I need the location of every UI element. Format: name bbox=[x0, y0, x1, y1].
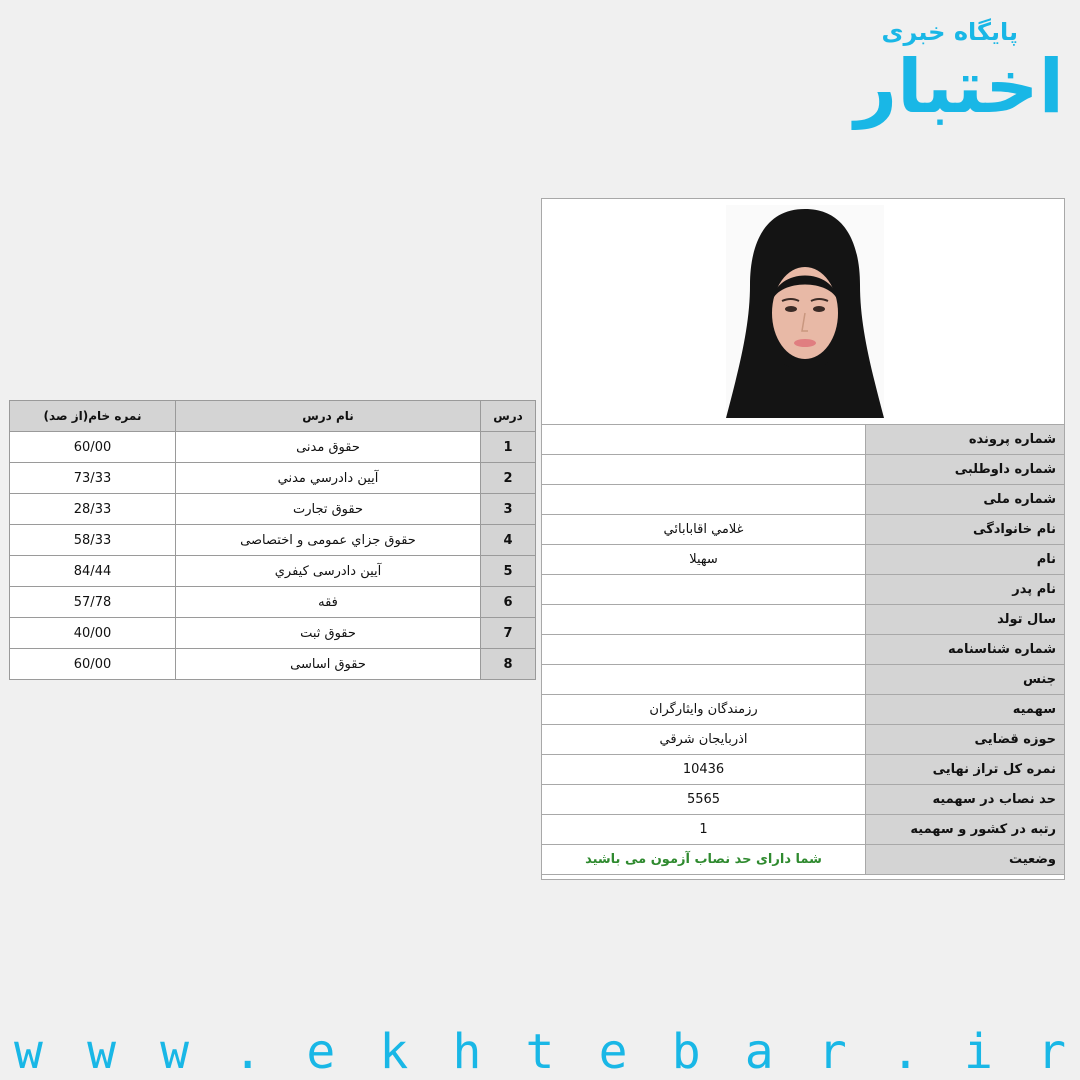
website-url-char: w bbox=[87, 1024, 116, 1080]
website-url-char: w bbox=[160, 1024, 190, 1080]
info-label: نام bbox=[866, 545, 1065, 575]
website-url-char: k bbox=[379, 1024, 409, 1080]
table-row bbox=[10, 556, 536, 587]
website-url-char: e bbox=[598, 1024, 628, 1080]
row-num: 3 bbox=[481, 494, 536, 525]
info-label: نام پدر bbox=[866, 575, 1065, 605]
info-row-last-name bbox=[542, 515, 1064, 545]
info-row-quota-threshold bbox=[542, 785, 1064, 815]
table-row bbox=[10, 494, 536, 525]
info-label: شماره پرونده bbox=[866, 425, 1065, 455]
info-label: شماره ملی bbox=[866, 485, 1065, 515]
info-value bbox=[542, 425, 866, 455]
scores-header-row bbox=[10, 401, 536, 432]
info-row-first-name bbox=[542, 545, 1064, 575]
info-value bbox=[542, 575, 866, 605]
course-name: حقوق مدنی bbox=[176, 432, 481, 463]
info-label: سهمیه bbox=[866, 695, 1065, 725]
website-url-char: r bbox=[1037, 1024, 1066, 1080]
course-name: فقه bbox=[176, 587, 481, 618]
info-value bbox=[542, 635, 866, 665]
info-label: حد نصاب در سهمیه bbox=[866, 785, 1065, 815]
website-url-char: . bbox=[233, 1024, 263, 1080]
course-score: 84/44 bbox=[10, 556, 176, 587]
info-row-total-score bbox=[542, 755, 1064, 785]
info-label: جنس bbox=[866, 665, 1065, 695]
course-name: حقوق اساسی bbox=[176, 649, 481, 680]
course-name: حقوق جزاي عمومی و اختصاصی bbox=[176, 525, 481, 556]
table-row bbox=[10, 649, 536, 680]
website-url-char: h bbox=[452, 1024, 482, 1080]
info-row-file-number bbox=[542, 425, 1064, 455]
table-row bbox=[10, 463, 536, 494]
table-row bbox=[10, 587, 536, 618]
course-score: 40/00 bbox=[10, 618, 176, 649]
info-row-status bbox=[542, 845, 1064, 875]
info-value: رزمندگان وایثارگران bbox=[542, 695, 866, 725]
website-url-char: a bbox=[744, 1024, 774, 1080]
website-url-char: b bbox=[671, 1024, 701, 1080]
scores-table bbox=[9, 400, 536, 680]
table-row bbox=[10, 525, 536, 556]
website-url-char: w bbox=[14, 1024, 43, 1080]
row-num: 2 bbox=[481, 463, 536, 494]
row-num: 7 bbox=[481, 618, 536, 649]
info-value bbox=[542, 455, 866, 485]
website-url-char: r bbox=[817, 1024, 847, 1080]
course-score: 73/33 bbox=[10, 463, 176, 494]
course-name: حقوق تجارت bbox=[176, 494, 481, 525]
header-course-name: نام درس bbox=[176, 401, 481, 432]
info-label: شماره شناسنامه bbox=[866, 635, 1065, 665]
info-row-id-number bbox=[542, 635, 1064, 665]
website-url-char: t bbox=[525, 1024, 555, 1080]
course-score: 58/33 bbox=[10, 525, 176, 556]
info-label: شماره داوطلبی bbox=[866, 455, 1065, 485]
info-label: رتبه در کشور و سهمیه bbox=[866, 815, 1065, 845]
info-row-gender bbox=[542, 665, 1064, 695]
header-raw-score: نمره خام(از صد) bbox=[10, 401, 176, 432]
info-row-father-name bbox=[542, 575, 1064, 605]
info-value: 1 bbox=[542, 815, 866, 845]
course-score: 60/00 bbox=[10, 432, 176, 463]
logo bbox=[856, 14, 1066, 134]
website-url-char: e bbox=[306, 1024, 336, 1080]
course-name: حقوق ثبت bbox=[176, 618, 481, 649]
info-value: اذربايجان شرقي bbox=[542, 725, 866, 755]
info-value: سهیلا bbox=[542, 545, 866, 575]
info-label: نمره کل تراز نهایی bbox=[866, 755, 1065, 785]
info-value: غلامي اقابابائي bbox=[542, 515, 866, 545]
info-row-birth-year bbox=[542, 605, 1064, 635]
info-value: 5565 bbox=[542, 785, 866, 815]
course-score: 57/78 bbox=[10, 587, 176, 618]
row-num: 5 bbox=[481, 556, 536, 587]
info-row-national-id bbox=[542, 485, 1064, 515]
row-num: 1 bbox=[481, 432, 536, 463]
candidate-info-table bbox=[542, 425, 1064, 875]
status-message: شما دارای حد نصاب آزمون می باشید bbox=[542, 845, 866, 875]
info-label: سال تولد bbox=[866, 605, 1065, 635]
info-value: 10436 bbox=[542, 755, 866, 785]
info-row-rank bbox=[542, 815, 1064, 845]
table-row bbox=[10, 618, 536, 649]
profile-panel bbox=[541, 198, 1065, 880]
info-value bbox=[542, 605, 866, 635]
logo-title: اختبار bbox=[854, 44, 1064, 130]
row-num: 6 bbox=[481, 587, 536, 618]
photo-area bbox=[542, 199, 1064, 425]
header-num: درس bbox=[481, 401, 536, 432]
info-label: حوزه قضایی bbox=[866, 725, 1065, 755]
course-name: آیین دادرسي مدني bbox=[176, 463, 481, 494]
info-row-judicial-district bbox=[542, 725, 1064, 755]
portrait-image bbox=[726, 205, 884, 418]
info-value bbox=[542, 665, 866, 695]
info-row-candidate-number bbox=[542, 455, 1064, 485]
candidate-photo bbox=[726, 205, 884, 418]
info-value bbox=[542, 485, 866, 515]
logo-subtitle: پایگاه خبری bbox=[881, 18, 1018, 46]
website-url bbox=[0, 1024, 1080, 1080]
website-url-char: . bbox=[890, 1024, 920, 1080]
course-name: آیین دادرسی کیفري bbox=[176, 556, 481, 587]
website-url-char: i bbox=[964, 1024, 993, 1080]
info-label: نام خانوادگی bbox=[866, 515, 1065, 545]
course-score: 28/33 bbox=[10, 494, 176, 525]
info-row-quota bbox=[542, 695, 1064, 725]
row-num: 4 bbox=[481, 525, 536, 556]
info-label: وضعیت bbox=[866, 845, 1065, 875]
table-row bbox=[10, 432, 536, 463]
row-num: 8 bbox=[481, 649, 536, 680]
course-score: 60/00 bbox=[10, 649, 176, 680]
